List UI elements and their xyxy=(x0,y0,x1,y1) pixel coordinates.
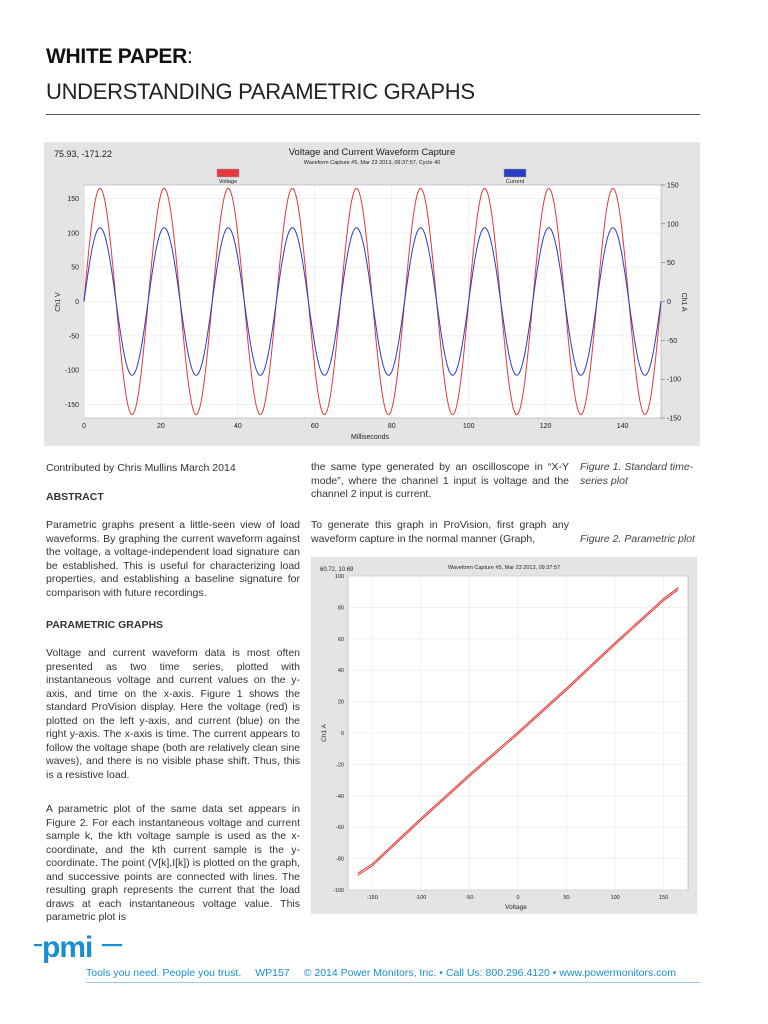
fig2-x-tick-label: -50 xyxy=(465,895,474,901)
fig1-title: Voltage and Current Waveform Capture xyxy=(288,147,456,158)
fig2-y-tick-label: -100 xyxy=(332,888,344,894)
fig1-right-tick-label: -150 xyxy=(667,415,682,423)
fig1-left-axis-ticks xyxy=(65,196,79,409)
fig2-x-tick-label: 150 xyxy=(659,895,669,901)
column2-paragraph-1: the same type generated by an oscilloscope in “X-Y mode”, where the channel 1 input is voltage and the channel 2 input is current. xyxy=(311,461,569,500)
figure-2-parametric-chart xyxy=(311,557,697,914)
fig1-right-tick-label: -50 xyxy=(667,337,678,345)
fig2-y-tick-label: 20 xyxy=(337,699,344,706)
figure-2-caption: Figure 2. Parametric plot xyxy=(580,533,695,545)
fig1-left-tick-label: -50 xyxy=(68,333,79,341)
page-title xyxy=(46,45,193,69)
fig2-x-tick-label: -150 xyxy=(366,895,378,901)
figure-1-time-series-chart xyxy=(44,142,700,446)
fig1-right-tick-label: 100 xyxy=(667,221,679,229)
figure-1-svg xyxy=(44,142,700,446)
fig1-right-tick-label: 50 xyxy=(667,260,675,268)
fig1-ylabel-left: Ch1 V xyxy=(55,292,62,312)
fig1-x-tick-label: 20 xyxy=(157,423,165,430)
footer-bullet: • xyxy=(552,967,557,979)
fig1-left-tick-label: -100 xyxy=(64,367,79,375)
fig1-left-tick-label: 50 xyxy=(71,264,79,272)
legend-voltage-swatch xyxy=(217,169,239,177)
fig2-y-tick-label: -40 xyxy=(336,793,344,800)
fig1-subtitle: Waveform Capture #5, Mar 23 2013, 09:37:57, Cycle 40 xyxy=(303,160,441,166)
fig1-right-tick-label: 150 xyxy=(667,182,679,190)
legend-current-label: Current xyxy=(505,179,525,185)
fig1-x-tick-label: 140 xyxy=(616,423,629,430)
figure-1-caption: Figure 1. Standard time-series plot xyxy=(580,461,694,487)
title-text: WHITE PAPER xyxy=(46,45,187,68)
fig2-y-tick-label: 80 xyxy=(337,605,344,612)
footer-phone: Call Us: 800.296.4120 xyxy=(445,967,550,979)
fig2-coord-readout: 60.72, 10.69 xyxy=(320,567,354,573)
fig2-ylabel: Ch1 A xyxy=(321,724,328,742)
fig2-y-tick-label: 40 xyxy=(337,668,344,675)
footer-tagline: Tools you need. People you trust. xyxy=(86,967,242,979)
fig2-y-tick-label: 100 xyxy=(334,574,344,580)
logo-wordmark: pmi xyxy=(42,931,93,964)
contributed-by: Contributed by Chris Mullins March 2014 xyxy=(46,462,236,474)
fig1-left-tick-label: 150 xyxy=(67,196,79,204)
legend-current-swatch xyxy=(504,169,526,177)
fig2-xlabel: Voltage xyxy=(505,904,527,911)
logo-dash-right xyxy=(102,944,122,946)
fig2-y-tick-label: 60 xyxy=(337,636,344,643)
fig2-x-tick-label: 0 xyxy=(516,895,520,901)
fig1-coord-readout: 75.93, -171.22 xyxy=(54,149,113,159)
header-divider xyxy=(46,114,700,115)
fig1-x-tick-label: 100 xyxy=(462,423,475,430)
footer-website[interactable]: www.powermonitors.com xyxy=(559,967,677,979)
abstract-paragraph: Parametric graphs present a little-seen view of load waveforms. By graphing the current waveform against the voltage, a voltage-independent load signature can be established. This is useful for characterizing load properties, and establishing a baseline signature for comparison with future recordings. xyxy=(46,519,300,599)
footer-divider xyxy=(86,982,700,983)
fig1-x-tick-label: 80 xyxy=(387,423,396,430)
fig1-x-tick-label: 120 xyxy=(539,423,552,430)
parametric-paragraph-1: Voltage and current waveform data is most often presented as two time series, plotted with instantaneous voltage and current values on the y-axis, and time on the x-axis. Figure 1 shows the standard ProVision display. Here the voltage (red) is plotted on the left y-axis, and current (blue) on the right y-axis. The x-axis is time. The current appears to follow the voltage shape (both are relatively clean sine waves), and there is no visible phase shift. Thus, this is a resistive load. xyxy=(46,647,300,781)
fig1-xlabel: Milliseconds xyxy=(350,434,390,441)
abstract-heading: ABSTRACT xyxy=(46,491,104,503)
fig1-left-tick-label: 100 xyxy=(67,230,79,238)
title-colon: : xyxy=(186,45,193,68)
fig1-right-axis-ticks xyxy=(661,183,681,423)
fig1-right-tick-label: -100 xyxy=(667,376,682,384)
figure-2-svg xyxy=(311,557,697,914)
page-subtitle: UNDERSTANDING PARAMETRIC GRAPHS xyxy=(46,79,475,104)
fig2-x-tick-label: -100 xyxy=(415,895,427,901)
footer-copyright: © 2014 Power Monitors, Inc. xyxy=(303,967,437,979)
legend-voltage-label: Voltage xyxy=(218,179,238,185)
fig1-right-tick-label: 0 xyxy=(667,299,671,306)
fig2-x-axis-ticks xyxy=(367,895,669,901)
fig2-y-tick-label: -20 xyxy=(336,762,344,769)
footer-line xyxy=(86,967,676,979)
fig1-x-tick-label: 0 xyxy=(82,423,86,430)
footer-bullet: • xyxy=(439,967,443,979)
fig1-left-tick-label: 0 xyxy=(75,299,79,306)
fig2-y-tick-label: 0 xyxy=(340,731,344,737)
fig2-y-tick-label: -80 xyxy=(336,856,344,863)
fig2-x-tick-label: 100 xyxy=(610,895,620,901)
column2-paragraph-2: To generate this graph in ProVision, first graph any waveform capture in the normal manner (Graph, xyxy=(311,519,569,545)
logo-dash xyxy=(34,944,42,946)
fig2-y-tick-label: -60 xyxy=(336,825,344,832)
fig1-ylabel-right: Ch1 A xyxy=(680,292,687,312)
fig1-x-tick-label: 60 xyxy=(310,423,319,430)
fig2-y-axis-ticks xyxy=(333,574,344,894)
parametric-paragraph-2: A parametric plot of the same data set appears in Figure 2. For each instantaneous voltage and current sample k, the kth voltage sample is used as the x-coordinate, and the kth current sample is the y-coordinate. The point (V[k],I[k]) is plotted on the graph, and successive points are connected with lines. The resulting graph represents the current that the load draws at each instantaneous voltage value. This parametric plot is xyxy=(46,803,300,923)
fig2-title: Waveform Capture #5, Mar 23 2013, 09:37:57 xyxy=(448,565,560,571)
footer-doc-id: WP157 xyxy=(255,967,290,979)
parametric-graphs-heading: PARAMETRIC GRAPHS xyxy=(46,619,164,631)
fig2-x-tick-label: 50 xyxy=(563,895,570,901)
fig1-x-axis-ticks xyxy=(82,423,628,430)
fig1-x-tick-label: 40 xyxy=(233,423,242,430)
fig1-left-tick-label: -150 xyxy=(64,401,79,409)
